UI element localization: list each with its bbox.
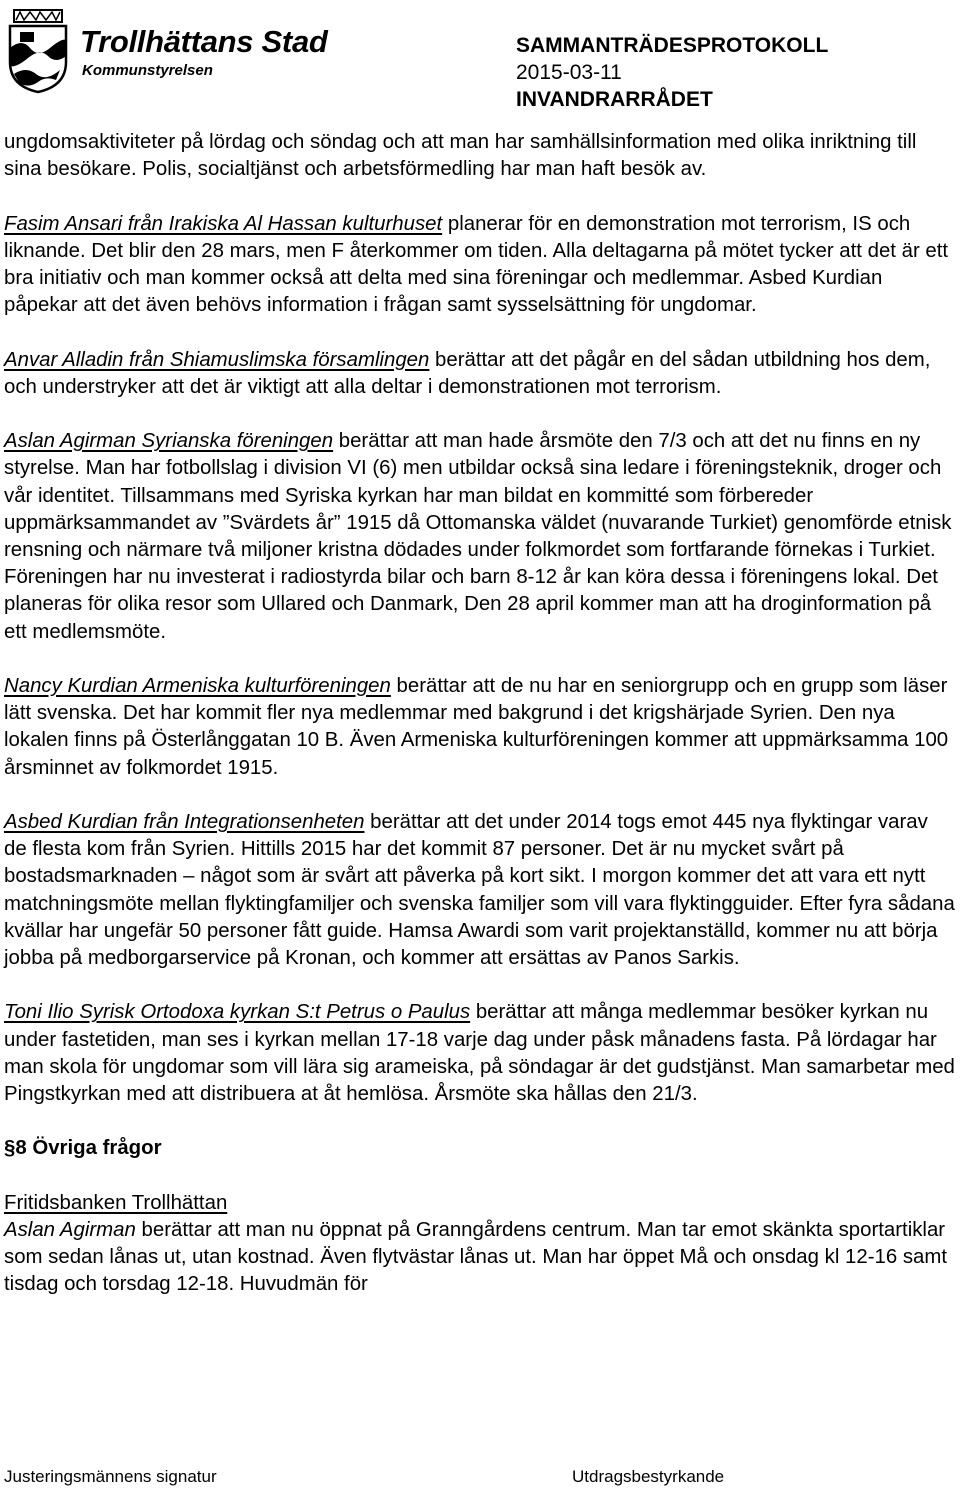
paragraph <box>4 809 956 972</box>
paragraph <box>4 1217 956 1299</box>
paragraph <box>4 428 956 564</box>
council-name: INVANDRARRÅDET <box>516 88 713 111</box>
certification-label: Utdragsbestyrkande <box>572 1467 725 1486</box>
speaker-name: Anvar Alladin från Shiamuslimska församlingen <box>4 348 430 371</box>
signature-label: Justeringsmännens signatur <box>4 1467 217 1486</box>
paragraph-text: planerar för en demonstration mot terrorism, IS och liknande. Det blir den 28 mars, men F återkommer om tiden. Alla deltagarna på mötet tycker att det är ett bra initiativ och man kommer också att delta med sina föreningar och medlemmar. Asbed Kurdian påpekar att det även behövs information i frågan samt sysselsättning för ungdomar. <box>4 212 949 317</box>
meeting-date: 2015-03-11 <box>516 61 622 84</box>
paragraph-text: berättar att många medlemmar besöker kyrkan nu under fastetiden, man ses i kyrkan mellan 17-18 varje dag under påsk månadens fasta. På lördagar har man skola för ungdomar som vill lära sig arameiska, på söndagar är det gudstjänst. Man samarbetar med Pingstkyrkan med att distribuera at åt hemlösa. Årsmöte ska hållas den 21/3. <box>4 1001 955 1106</box>
document-body <box>4 129 956 1299</box>
speaker-name: Aslan Agirman <box>4 1219 136 1241</box>
paragraph-text: berättar att det under 2014 togs emot 445 nya flyktingar varav de flesta kom från Syrien. Hittills 2015 har det kommit 87 personer. Det är nu mycket svårt på bostadsmarknaden – något som är svårt att påverka på kort sikt. I morgon kommer det att vara ett nytt matchningsmöte mellan flyktingfamiljer och svenska familjer som vill vara flyktingguider. Efter fyra sådana kvällar har ungefär 50 personer fått guide. Hamsa Awardi som varit projektanställd, kommer nu att börja jobba på medborgarservice på Kronan, och kommer att ersättas av Panos Sarkis. <box>4 811 955 970</box>
speaker-name: Toni Ilio Syrisk Ortodoxa kyrkan S:t Petrus o Paulus <box>4 1001 471 1024</box>
paragraph-text: ungdomsaktiviteter på lördag och söndag och att man har samhällsinformation med olika inriktning till sina besökare. Polis, socialtjänst och arbetsförmedling har man haft besök av. <box>4 131 917 181</box>
speaker-name: Aslan Agirman Syrianska föreningen <box>4 430 334 453</box>
paragraph-text: berättar att man nu öppnat på Granngårdens centrum. Man tar emot skänkta sportartiklar som sedan lånas ut, utan kostnad. Även flytvästar lånas ut. Man har öppet Må och onsdag kl 12-16 samt tisdag och torsdag 12-18. Huvudmän för <box>4 1219 948 1296</box>
speaker-name: Nancy Kurdian Armeniska kulturföreningen <box>4 675 391 697</box>
paragraph <box>4 673 956 782</box>
document-type: SAMMANTRÄDESPROTOKOLL <box>516 34 829 57</box>
paragraph <box>4 129 956 183</box>
paragraph-text: berättar att det pågår en del sådan utbildning hos dem, och understryker att det är viktigt att alla deltar i demonstrationen mot terrorism. <box>4 348 931 398</box>
section-heading: §8 Övriga frågor <box>4 1137 162 1160</box>
paragraph-text: berättar att de nu har en seniorgrupp och en grupp som läser lätt svenska. Det har kommit fler nya medlemmar med bakgrund i det krigshärjade Syrien. Den nya lokalen finns på Österlånggatan 10 B. Även Armeniska kulturföreningen kommer att uppmärksamma 100 årsminnet av folkmordet 1915. <box>4 675 949 779</box>
page-header <box>0 0 960 120</box>
coat-of-arms-logo <box>6 8 70 94</box>
speaker-name: Asbed Kurdian från Integrationsenheten <box>4 811 365 833</box>
section-subheading <box>4 1190 956 1217</box>
paragraph <box>4 999 956 1108</box>
paragraph-text: Föreningen har nu investerat i radiostyrda bilar och barn 8-12 år kan köra dessa i föreningens lokal. Det planeras för olika resor som Ullared och Danmark, Den 28 april kommer man att ha droginformation på ett medlemsmöte. <box>4 566 938 643</box>
organization-subtitle: Kommunstyrelsen <box>82 62 213 79</box>
paragraph <box>4 211 956 320</box>
protocol-info <box>516 32 828 113</box>
paragraph-text: berättar att man hade årsmöte den 7/3 och att det nu finns en ny styrelse. Man har fotbollslag i division VI (6) men utbildar också sina ledare i föreningsteknik, droger och vår identitet. Tillsammans med Syriska kyrkan har man bildat en kommitté som förbereder uppmärksammandet av ”Svärdets år” 1915 då Ottomanska väldet (nuvarande Turkiet) genomförde etnisk rensning och närmare två miljoner kristna dödades under folkmordet som fortfarande förnekas i Turkiet. <box>4 430 952 561</box>
subheading-text: Fritidsbanken Trollhättan <box>4 1191 228 1214</box>
organization-name: Trollhättans Stad <box>80 24 328 59</box>
paragraph <box>4 347 956 401</box>
paragraph <box>4 564 956 646</box>
speaker-name: Fasim Ansari från Irakiska Al Hassan kulturhuset <box>4 212 443 235</box>
